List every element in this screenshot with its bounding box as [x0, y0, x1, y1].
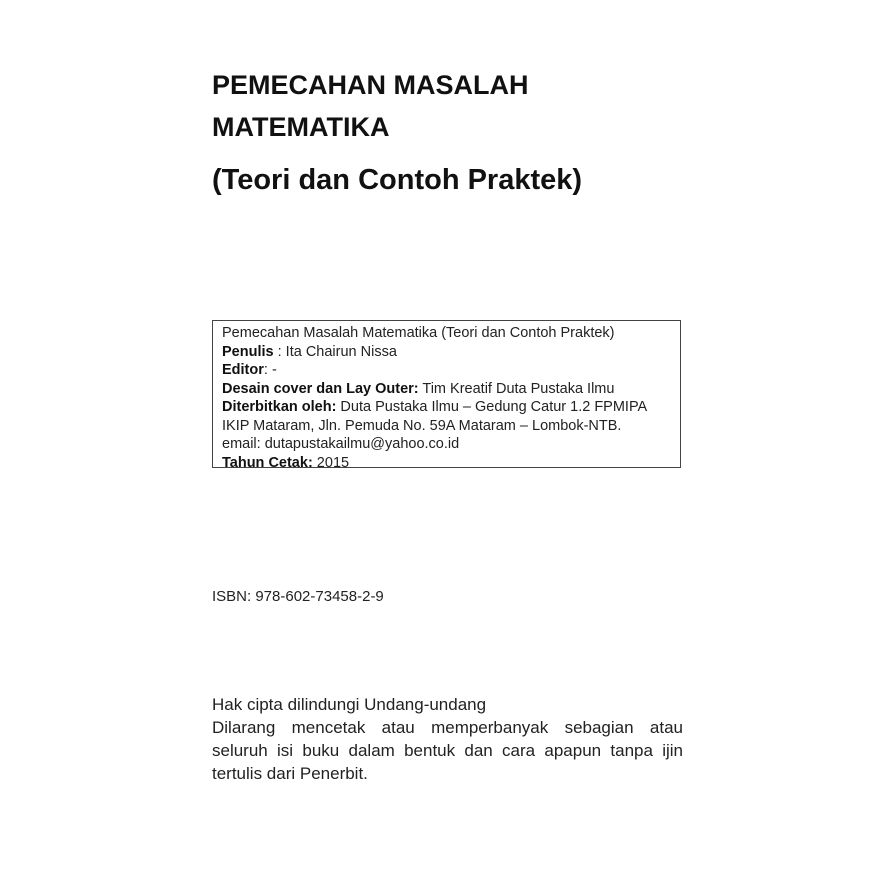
publisher-value: Duta Pustaka Ilmu – Gedung Catur 1.2 FPMIPA [336, 399, 648, 415]
design-label: Desain cover dan Lay Outer: [222, 380, 419, 397]
imprint-address: IKIP Mataram, Jln. Pemuda No. 59A Mataram – Lombok-NTB. [222, 417, 622, 434]
imprint-design [222, 380, 671, 399]
imprint-book-title: Pemecahan Masalah Matematika (Teori dan Contoh Praktek) [222, 325, 615, 341]
book-title-line-2: MATEMATIKA [212, 112, 390, 142]
book-title-line-1: PEMECAHAN MASALAH [212, 70, 529, 100]
imprint-year [222, 454, 671, 473]
imprint-author [222, 343, 671, 362]
copyright-notice [212, 693, 683, 785]
book-subtitle: (Teori dan Contoh Praktek) [212, 164, 583, 196]
publisher-label: Diterbitkan oleh: [222, 399, 337, 415]
imprint-email: email: dutapustakailmu@yahoo.co.id [222, 436, 460, 452]
book-title [212, 64, 529, 148]
editor-value: : - [263, 362, 277, 378]
year-value: 2015 [312, 454, 350, 471]
imprint-box [212, 320, 681, 471]
copyright-heading: Hak cipta dilindungi Undang-undang [212, 695, 487, 714]
year-label: Tahun Cetak: [222, 454, 313, 471]
author-label: Penulis [222, 343, 274, 360]
imprint-publisher [222, 398, 671, 417]
author-value: : Ita Chairun Nissa [273, 343, 397, 360]
imprint-editor [222, 361, 671, 380]
design-value: Tim Kreatif Duta Pustaka Ilmu [418, 380, 615, 397]
isbn: ISBN: 978-602-73458-2-9 [212, 588, 384, 605]
editor-label: Editor [222, 362, 264, 378]
copyright-body: Dilarang mencetak atau memperbanyak sebagian atau seluruh isi buku dalam bentuk dan cara apapun tanpa ijin tertulis dari Penerbit. [212, 718, 683, 783]
